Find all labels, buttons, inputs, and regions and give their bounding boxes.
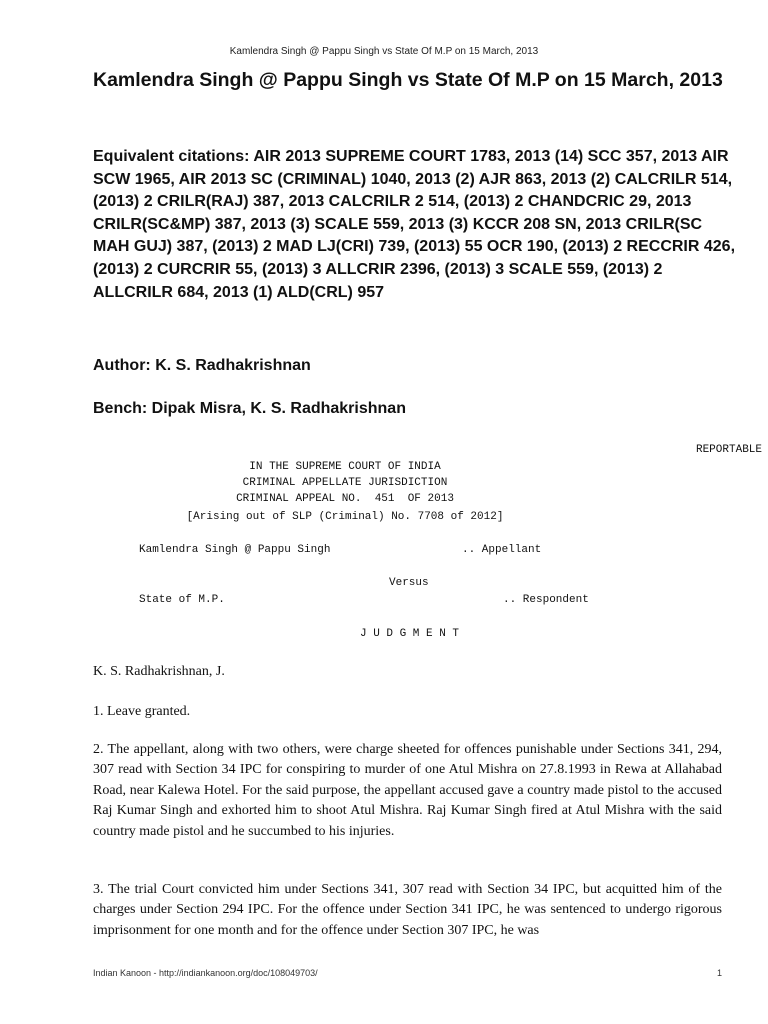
paragraph-3: 3. The trial Court convicted him under Sections 341, 307 read with Section 34 IPC, but acquitted him of the charges under Section 294 IPC. For the offence under Section 341 IPC, he was sentenced to undergo rigorous imprisonment for one month and for the offence under Section 307 IPC, he was [93, 882, 722, 938]
arising-out-of: [Arising out of SLP (Criminal) No. 7708 of 2012] [186, 511, 504, 523]
jurisdiction: CRIMINAL APPELLATE JURISDICTION [242, 477, 448, 489]
judgment-label: J U D G M E N T [360, 628, 460, 640]
running-header: Kamlendra Singh @ Pappu Singh vs State Of M.P on 15 March, 2013 [229, 46, 539, 57]
respondent-role: .. Respondent [503, 594, 589, 606]
equivalent-citations: Equivalent citations: AIR 2013 SUPREME COURT 1783, 2013 (14) SCC 357, 2013 AIR SCW 1965, AIR 2013 SC (CRIMINAL) 1040, 2013 (2) AJR 863, 2013 (2) CALCRILR 514, (2013) 2 CRILR(RAJ) 387, 2013 CALCRILR 2 514, (2013) 2 CHANDCRIC 29, 2013 CRILR(SC&MP) 387, 2013 (3) SCALE 559, 2013 (3) KCCR 208 SN, 2013 CRILR(SC MAH GUJ) 387, (2013) 2 MAD LJ(CRI) 739, (2013) 55 OCR 190, (2013) 2 RECCRIR 426, (2013) 2 CURCRIR 55, (2013) 3 ALLCRIR 2396, (2013) 3 SCALE 559, (2013) 2 ALLCRILR 684, 2013 (1) ALD(CRL) 957 [93, 148, 736, 301]
page-number: 1 [716, 968, 722, 978]
versus-label: Versus [389, 577, 429, 589]
paragraph-1: 1. Leave granted. [93, 704, 191, 719]
footer-source: Indian Kanoon - http://indiankanoon.org/doc/108049703/ [93, 968, 318, 978]
paragraph-2: 2. The appellant, along with two others, were charge sheeted for offences punishable under Sections 341, 294, 307 read with Section 34 IPC for conspiring to murder of one Atul Mishra on 27.8.1993 in Rewa at Allahabad Road, near Kalewa Hotel. For the said purpose, the appellant accused gave a country made pistol to the accused Raj Kumar Singh and exhorted him to shoot Atul Mishra. Raj Kumar Singh fired at Atul Mishra with the said country made pistol and he succumbed to his injuries. [93, 742, 722, 839]
author-line: Author: K. S. Radhakrishnan [93, 357, 311, 374]
reportable-label: REPORTABLE [695, 444, 762, 456]
court-name: IN THE SUPREME COURT OF INDIA [249, 461, 441, 473]
judge-line: K. S. Radhakrishnan, J. [93, 664, 225, 679]
appeal-number: CRIMINAL APPEAL NO. 451 OF 2013 [236, 493, 454, 505]
document-title: Kamlendra Singh @ Pappu Singh vs State Of M.P on 15 March, 2013 [93, 69, 723, 91]
bench-line: Bench: Dipak Misra, K. S. Radhakrishnan [93, 400, 406, 417]
respondent-name: State of M.P. [139, 594, 225, 606]
appellant-name: Kamlendra Singh @ Pappu Singh [139, 544, 331, 556]
appellant-role: .. Appellant [462, 544, 542, 556]
